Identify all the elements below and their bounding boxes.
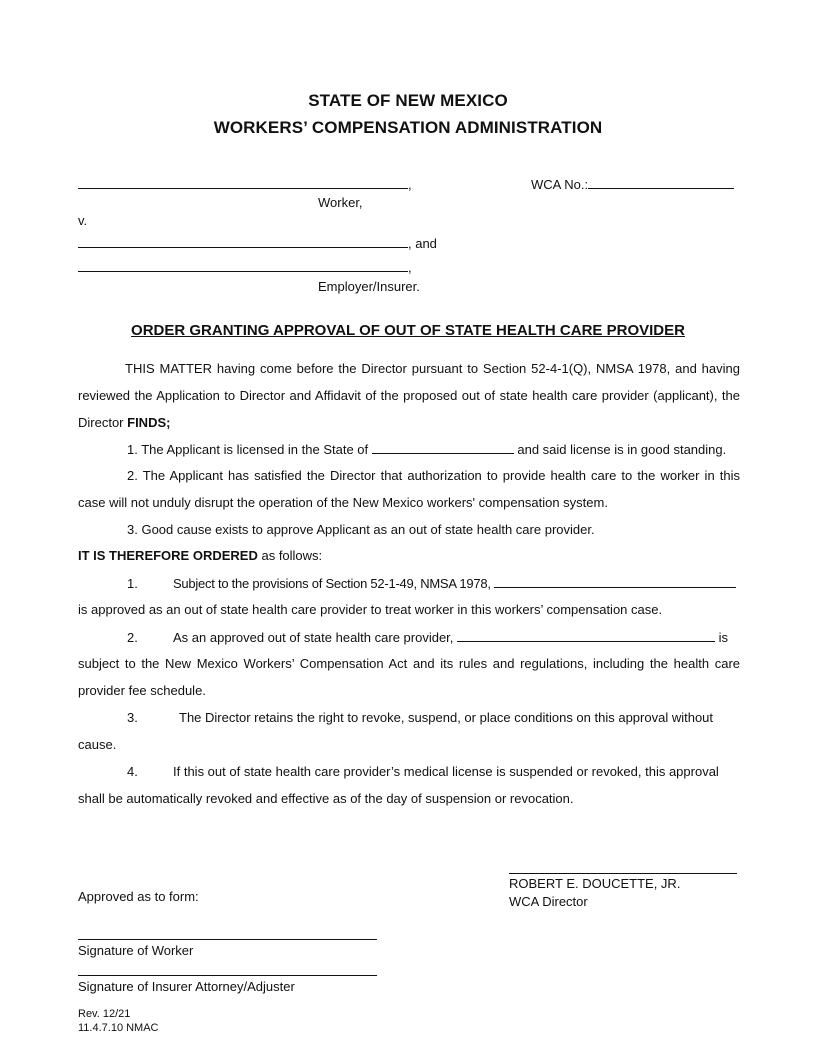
employer-insurer-label: Employer/Insurer.	[318, 279, 420, 294]
intro-line-2: reviewed the Application to Director and Affidavit of the proposed out of state health care provider (applicant), the	[78, 388, 740, 403]
worker-signature-line[interactable]	[78, 939, 377, 940]
finding-2-line-1: 2. The Applicant has satisfied the Director that authorization to provide health care to the worker in this	[127, 468, 740, 483]
order-1-line-2: is approved as an out of state health care provider to treat worker in this workers’ compensation case.	[78, 602, 663, 617]
order-4-line-2: shall be automatically revoked and effective as of the day of suspension or revocation.	[78, 791, 574, 806]
insurer-signature-line[interactable]	[78, 975, 377, 976]
approved-as-to-form: Approved as to form:	[78, 889, 199, 904]
agency-heading: WORKERS’ COMPENSATION ADMINISTRATION	[213, 118, 603, 137]
order-2-line-2: subject to the New Mexico Workers’ Compensation Act and its rules and regulations, including the health care	[78, 656, 740, 671]
license-state-blank[interactable]	[372, 441, 514, 454]
director-signature-line[interactable]	[509, 873, 737, 874]
versus-label: v.	[78, 213, 88, 228]
provider-name-blank-1[interactable]	[494, 575, 736, 588]
revision-date: Rev. 12/21	[78, 1008, 131, 1020]
employer-name-line: , and	[78, 235, 437, 251]
state-heading: STATE OF NEW MEXICO	[308, 91, 508, 110]
wca-no-blank[interactable]	[588, 176, 734, 189]
intro-line-3: Director FINDS;	[78, 415, 171, 430]
director-title: WCA Director	[509, 894, 588, 909]
finding-1: 1. The Applicant is licensed in the State of and said license is in good standing.	[127, 442, 727, 457]
finds-label: FINDS;	[127, 415, 171, 430]
order-3-line-2: cause.	[78, 737, 117, 752]
ordered-heading: IT IS THEREFORE ORDERED as follows:	[78, 548, 323, 563]
finding-2-line-2: case will not unduly disrupt the operation of the New Mexico workers' compensation system.	[78, 495, 608, 510]
worker-signature-label: Signature of Worker	[78, 943, 194, 958]
finding-3: 3. Good cause exists to approve Applicant as an out of state health care provider.	[127, 522, 595, 537]
order-title: ORDER GRANTING APPROVAL OF OUT OF STATE HEALTH CARE PROVIDER	[131, 322, 685, 339]
order-2-line-1: 2. As an approved out of state health care provider, is	[127, 630, 729, 645]
employer-name-blank[interactable]	[78, 235, 408, 248]
provider-name-blank-2[interactable]	[457, 629, 715, 642]
insurer-name-blank[interactable]	[78, 259, 408, 272]
wca-number-line	[531, 176, 734, 192]
insurer-name-line: ,	[78, 259, 412, 275]
director-name: ROBERT E. DOUCETTE, JR.	[509, 876, 681, 891]
order-1-line-1: 1. Subject to the provisions of Section 52-1-49, NMSA 1978,	[127, 575, 736, 591]
order-3-line-1: 3. The Director retains the right to revoke, suspend, or place conditions on this approval without	[127, 710, 714, 725]
rule-citation: 11.4.7.10 NMAC	[78, 1022, 159, 1034]
order-4-line-1: 4. If this out of state health care provider’s medical license is suspended or revoked, this approval	[127, 764, 719, 779]
worker-label: Worker,	[318, 195, 363, 210]
worker-name-line: ,	[78, 176, 412, 192]
intro-line-1: THIS MATTER having come before the Director pursuant to Section 52-4-1(Q), NMSA 1978, and having	[125, 361, 740, 376]
worker-name-blank[interactable]	[78, 176, 408, 189]
wca-no-label: WCA No.:	[531, 177, 589, 192]
insurer-signature-label: Signature of Insurer Attorney/Adjuster	[78, 979, 295, 994]
order-2-line-3: provider fee schedule.	[78, 683, 206, 698]
